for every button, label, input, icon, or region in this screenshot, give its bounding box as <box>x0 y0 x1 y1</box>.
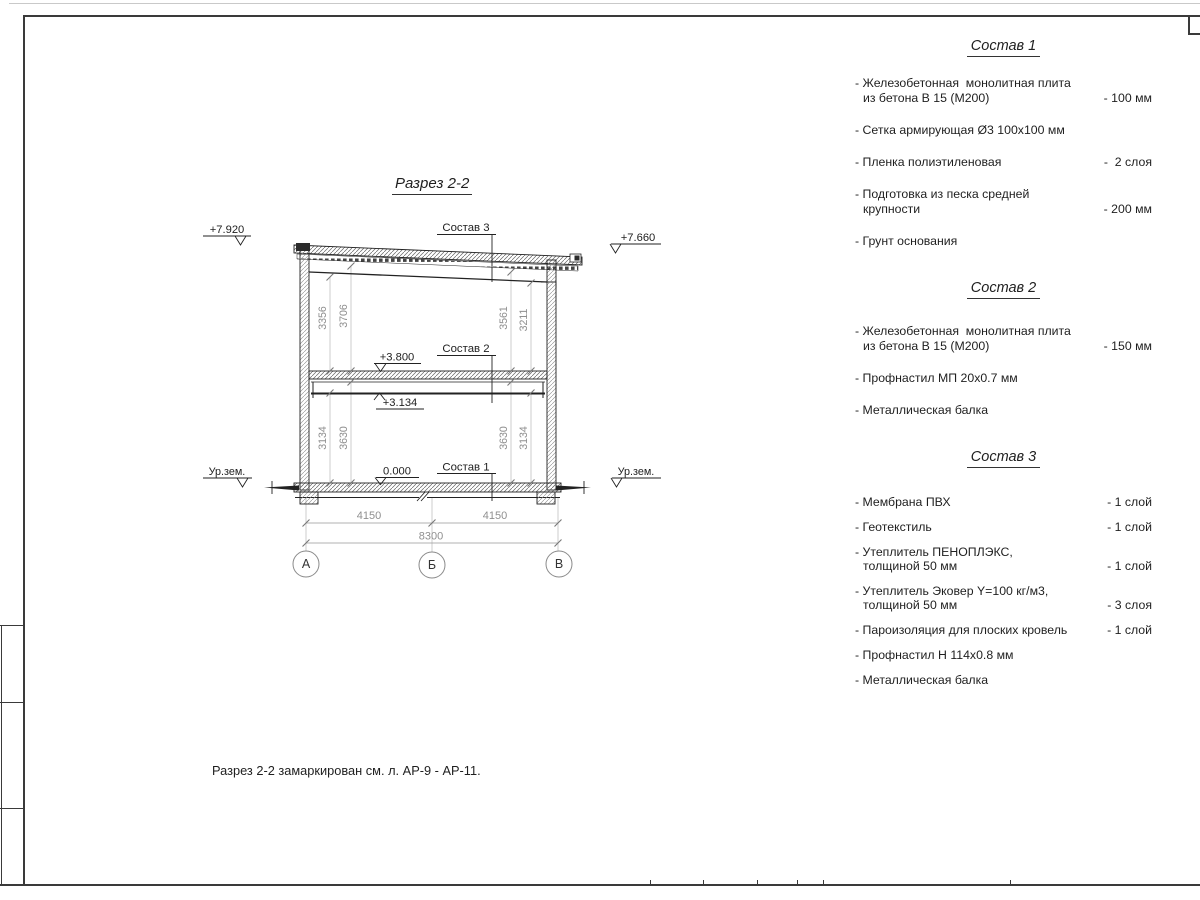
spec-item: - Металлическая балка <box>855 403 989 417</box>
dim-horizontal-total: 8300 <box>418 530 444 543</box>
axis-bubbles <box>293 551 572 578</box>
elevation-beam: +3.134 <box>382 397 418 409</box>
spec-title-2: Состав 2 <box>855 280 1152 296</box>
right-wall <box>547 260 556 490</box>
spec-item: - Железобетонная монолитная плита из бетона В 15 (М200) - 150 мм <box>855 324 1152 353</box>
dim-vertical: 3356 <box>317 306 329 330</box>
spec-item: - Геотекстиль - 1 слой <box>855 520 1152 534</box>
section-title: Разрез 2-2 <box>392 175 472 195</box>
spec-item: - Железобетонная монолитная плита из бетона В 15 (М200) - 100 мм <box>855 76 1152 105</box>
left-wall-cap <box>296 243 310 251</box>
sheet-edge-top <box>9 3 1200 4</box>
dim-vertical: 3134 <box>317 426 329 450</box>
ground-level-left: Ур.зем. <box>208 466 246 478</box>
spec-section-3 <box>855 449 1152 698</box>
stamp-cell-edge <box>1 625 2 884</box>
dim-horizontal-right: 4150 <box>482 510 508 522</box>
frame-corner-box <box>1188 17 1200 35</box>
leader-label-sostav1: Состав 1 <box>442 461 490 474</box>
axis-label-b: Б <box>427 558 437 573</box>
dim-vertical: 3561 <box>498 306 510 330</box>
left-wall <box>300 250 309 490</box>
spec-item: - Пароизоляция для плоских кровель - 1 слой <box>855 623 1152 637</box>
titleblock-tick <box>703 880 704 884</box>
leader-label-sostav2: Состав 2 <box>442 343 490 355</box>
dim-vertical: 3134 <box>518 426 530 450</box>
dim-horizontal-left: 4150 <box>356 510 382 522</box>
frame-left <box>23 15 25 886</box>
spec-item: - Пленка полиэтиленовая - 2 слоя <box>855 155 1152 169</box>
dim-vertical: 3211 <box>518 308 530 332</box>
elevation-mid: +3.800 <box>379 351 415 364</box>
dim-vertical: 3706 <box>338 304 350 328</box>
spec-title-3: Состав 3 <box>855 449 1152 465</box>
elevation-top-left: +7.920 <box>209 224 245 236</box>
section-drawing <box>190 200 690 590</box>
ground-level-right: Ур.зем. <box>617 466 655 478</box>
ground-floor <box>264 481 591 504</box>
spec-item: - Утеплитель Эковер Y=100 кг/м3, толщиной 50 мм - 3 слоя <box>855 584 1152 612</box>
dim-vertical: 3630 <box>498 426 510 450</box>
titleblock-tick <box>797 880 798 884</box>
axis-label-a: А <box>301 557 311 572</box>
spec-item: - Профнастил МП 20х0.7 мм <box>855 371 1018 385</box>
leader-label-sostav3: Состав 3 <box>442 222 490 234</box>
frame-top <box>23 15 1200 17</box>
titleblock-tick <box>823 880 824 884</box>
frame-bottom <box>0 884 1200 886</box>
axis-label-v: В <box>554 557 564 572</box>
reference-note: Разрез 2-2 замаркирован см. л. АР-9 - АР-11. <box>212 763 481 778</box>
dim-vertical: 3630 <box>338 426 350 450</box>
spec-item: - Профнастил Н 114х0.8 мм <box>855 648 1014 662</box>
spec-item: - Металлическая балка <box>855 673 989 687</box>
stamp-cell-line-2 <box>0 702 23 703</box>
leaders <box>203 235 661 502</box>
titleblock-tick <box>757 880 758 884</box>
stamp-cell-line-3 <box>0 808 23 809</box>
spec-item: - Утеплитель ПЕНОПЛЭКС, толщиной 50 мм - 1 слой <box>855 545 1152 573</box>
spec-section-1 <box>855 38 1152 266</box>
spec-item: - Подготовка из песка средней крупности - 200 мм <box>855 187 1152 216</box>
elevation-zero: 0.000 <box>383 465 411 478</box>
stamp-cell-line-1 <box>0 625 23 626</box>
spec-section-2 <box>855 280 1152 435</box>
spec-item: - Сетка армирующая Ø3 100х100 мм <box>855 123 1065 137</box>
titleblock-tick <box>650 880 651 884</box>
elevation-top-right: +7.660 <box>620 232 656 244</box>
spec-item: - Мембрана ПВХ - 1 слой <box>855 495 1152 509</box>
spec-title-1: Состав 1 <box>855 38 1152 54</box>
roof-assembly <box>294 245 582 288</box>
spec-item: - Грунт основания <box>855 234 958 248</box>
titleblock-tick <box>1010 880 1011 884</box>
